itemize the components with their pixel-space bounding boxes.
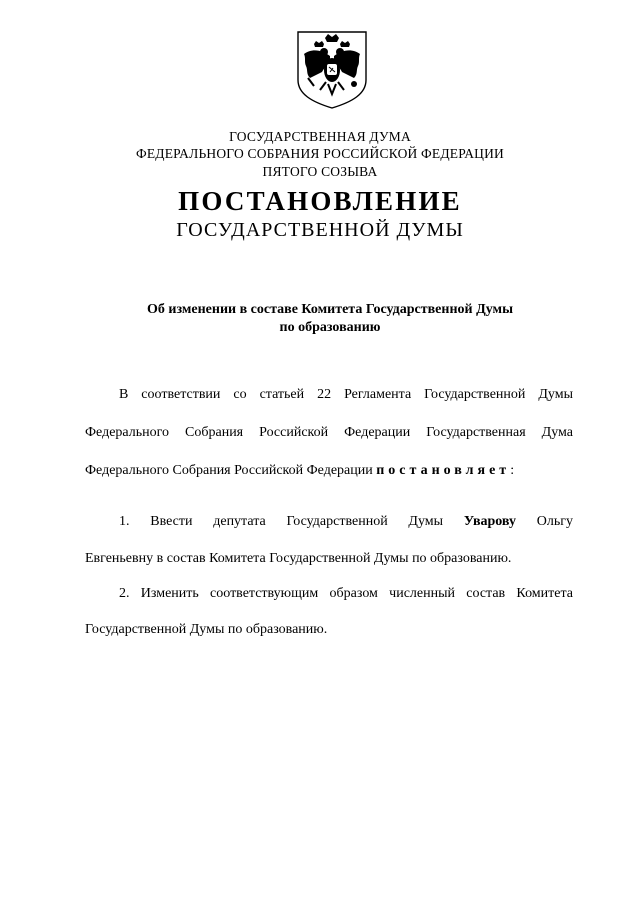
subject-line-2: по образованию <box>279 320 381 335</box>
resolves-colon: : <box>510 463 515 478</box>
subject-line-1: Об изменении в составе Комитета Государственной Думы <box>146 302 514 317</box>
item-1-prefix: 1. Ввести депутата Государственной Думы <box>119 514 444 529</box>
coat-of-arms-icon <box>292 28 372 110</box>
org-name-line-1: ГОСУДАРСТВЕННАЯ ДУМА <box>229 129 411 144</box>
org-name-line-2: ФЕДЕРАЛЬНОГО СОБРАНИЯ РОССИЙСКОЙ ФЕДЕРАЦИИ <box>136 146 504 161</box>
document-issuer: ГОСУДАРСТВЕННОЙ ДУМЫ <box>176 219 464 241</box>
document-type-title: ПОСТАНОВЛЕНИЕ <box>178 186 462 216</box>
preamble-line-3 <box>85 462 514 480</box>
item-1-suffix: Ольгу <box>536 514 574 529</box>
item-1-line-2: Евгеньевну в состав Комитета Государственной Думы по образованию. <box>85 551 512 566</box>
resolves-keyword: постановляет <box>376 463 511 478</box>
item-2-line-1: 2. Изменить соответствующим образом численный состав Комитета <box>119 586 573 601</box>
item-1-line-1 <box>119 513 573 531</box>
preamble-line-2: Федерального Собрания Российской Федерации Государственная Дума <box>85 425 573 440</box>
convocation-line: ПЯТОГО СОЗЫВА <box>262 164 378 179</box>
deputy-surname: Уварову <box>463 514 517 529</box>
item-2-line-2: Государственной Думы по образованию. <box>85 622 328 637</box>
preamble-line-3-text: Федерального Собрания Российской Федерации <box>85 463 373 478</box>
preamble-line-1: В соответствии со статьей 22 Регламента Государственной Думы <box>119 387 573 402</box>
